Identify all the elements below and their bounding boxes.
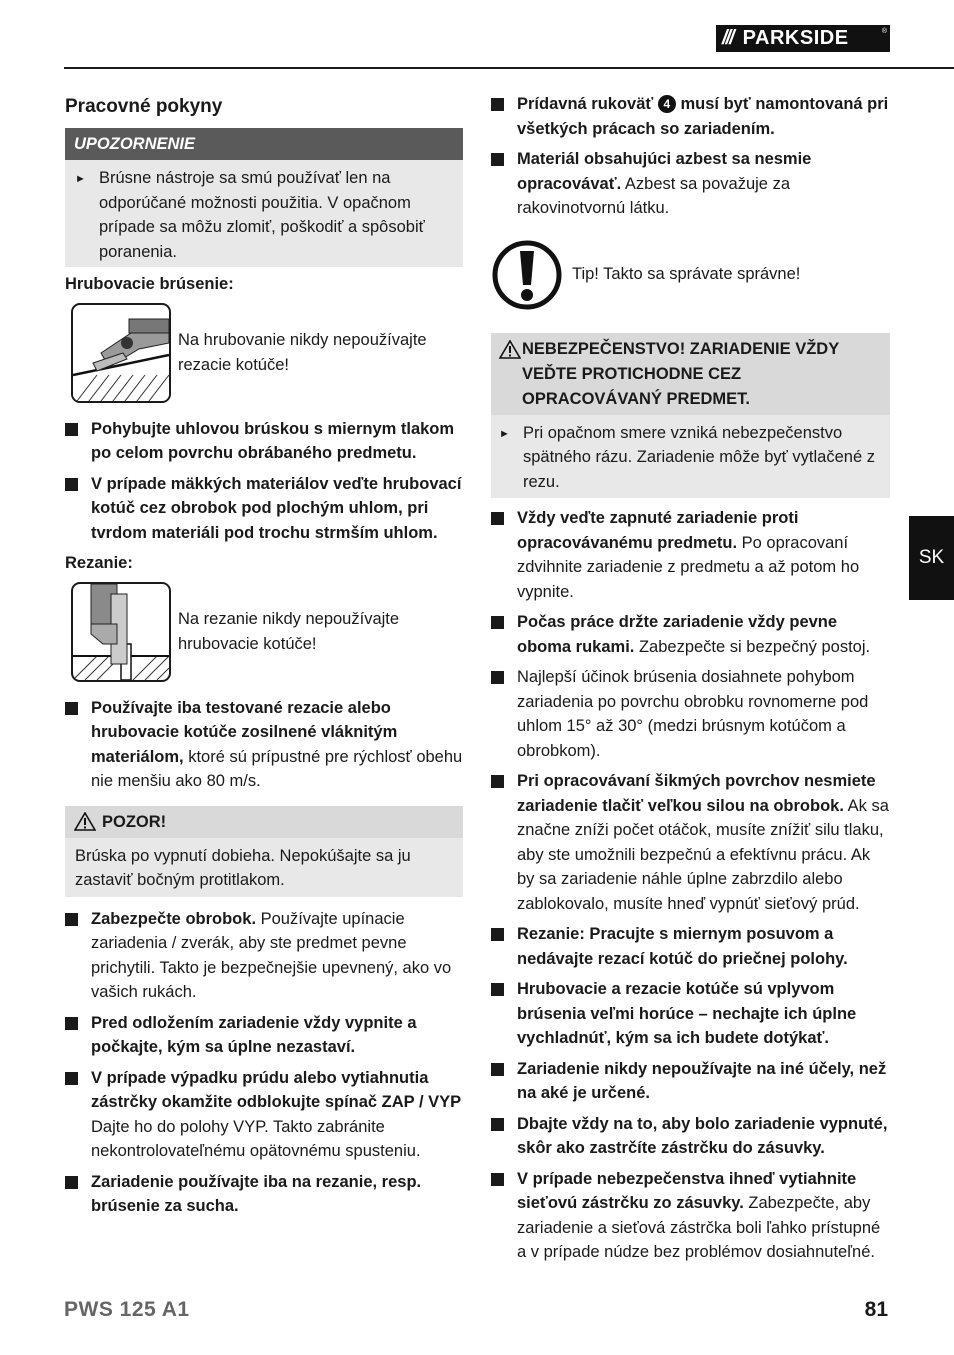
bullet-bold-text: Pri opracovávaní šikmých povrchov nesmiete zariadenie tlačiť veľkou silou na obrobok.: [517, 772, 876, 815]
square-bullet-icon: [491, 983, 504, 996]
bullet-bold-text: Používajte iba testované rezacie alebo hrubovacie kotúče zosilnené vláknitým materiálom,: [91, 698, 398, 766]
square-bullet-icon: [65, 913, 78, 926]
roughing-figure-row: [65, 303, 463, 403]
tip-text: Tip! Takto sa správate správne!: [572, 265, 801, 284]
square-bullet-icon: [491, 512, 504, 525]
list-item: [65, 1011, 463, 1060]
triangle-bullet-icon: ►: [75, 173, 86, 185]
list-item: [65, 417, 463, 466]
bullet-text: Dajte ho do polohy VYP. Takto zabránite nekontrolovateľnému opätovnému spusteniu.: [91, 1117, 421, 1160]
bullet-bold-text: Dbajte vždy na to, aby bolo zariadenie vypnuté, skôr ako zastrčíte zástrčku do zásuvky.: [517, 1114, 888, 1157]
tip-row: [491, 239, 890, 311]
bullet-bold-text: Zabezpečte obrobok.: [91, 909, 257, 928]
list-item: [491, 610, 890, 659]
list-item: [491, 769, 890, 916]
square-bullet-icon: [65, 478, 78, 491]
header-rule: [64, 67, 954, 69]
list-item: [65, 1066, 463, 1164]
exclamation-circle-icon: [491, 239, 563, 311]
bullet-bold-text: Prídavná rukoväť: [517, 95, 658, 113]
list-item: [65, 1170, 463, 1219]
bullet-bold-text: Zariadenie používajte iba na rezanie, resp. brúsenie za sucha.: [91, 1172, 422, 1215]
bullet-bold-text: V prípade mäkkých materiálov veďte hrubovací kotúč cez obrobok pod plochým uhlom, pri tvrdom materiáli pod trochu strmším uhlom.: [91, 474, 462, 542]
square-bullet-icon: [491, 153, 504, 166]
list-item: [491, 922, 890, 971]
bullet-bold-text: Pohybujte uhlovou brúskou s miernym tlakom po celom povrchu obrábaného predmetu.: [91, 419, 455, 462]
cutting-figure-caption: Na rezanie nikdy nepoužívajte hrubovacie kotúče!: [178, 610, 400, 653]
logo-slashes: ///: [722, 27, 733, 49]
language-tab-sk: SK: [909, 516, 954, 600]
cutting-grinder-illustration: [71, 582, 171, 682]
square-bullet-icon: [491, 616, 504, 629]
bullet-bold-text: Rezanie: Pracujte s miernym posuvom a nedávajte rezací kotúč do priečnej polohy.: [517, 925, 848, 968]
square-bullet-icon: [491, 775, 504, 788]
bullet-text: Používajte upínacie zariadenia / zverák, aby ste predmet pevne prichytili. Takto je bezpečnejšie upevnený, ako vo vašich rukách.: [91, 909, 452, 1001]
warning-box: [65, 160, 463, 267]
list-item: [491, 665, 890, 763]
square-bullet-icon: [65, 1176, 78, 1189]
bullet-bold-text: Počas práce držte zariadenie vždy pevne oboma rukami.: [517, 613, 838, 656]
warning-triangle-icon: [499, 340, 521, 359]
danger-text: Pri opačnom smere vzniká nebezpečenstvo spätného rázu. Zariadenie môže byť vytlačené z rezu.: [523, 423, 875, 491]
bullet-text: Zabezpečte, aby zariadenie a sieťová zástrčka boli ľahko prístupné a v prípade núdze bez problémov dosiahnuteľné.: [517, 1194, 881, 1261]
roughing-grinder-illustration: [71, 303, 171, 403]
caution-title: POZOR!: [102, 812, 167, 831]
footer-model: PWS 125 A1: [64, 1298, 190, 1321]
list-item: [65, 907, 463, 1005]
bullet-bold-text: V prípade nebezpečenstva ihneď vytiahnite sieťovú zástrčku zo zásuvky.: [517, 1169, 857, 1212]
caution-header: [65, 806, 463, 838]
danger-title: NEBEZPEČENSTVO! ZARIADENIE VŽDY VEĎTE PROTICHODNE CEZ OPRACOVÁVANÝ PREDMET.: [522, 339, 839, 408]
square-bullet-icon: [65, 1017, 78, 1030]
bullet-text: Po opracovaní zdvihnite zariadenie z predmetu a až potom ho vypnite.: [517, 533, 860, 601]
right-column: [491, 92, 890, 1271]
bullet-text: Azbest sa považuje za rakovinotvornú látku.: [517, 174, 790, 217]
cutting-figure-row: [65, 582, 463, 682]
list-item: [65, 696, 463, 794]
square-bullet-icon: [491, 671, 504, 684]
list-item: [65, 472, 463, 546]
bullet-text: Ak sa značne zníži počet otáčok, musíte znížiť silu tlaku, aby ste umožnili bezpečnú a efektívnu prácu. Ak by sa zariadenie náhle úplne zabrzdilo alebo zablokovalo, musíte hneď vypnúť sieťový prúd.: [517, 796, 889, 913]
logo-registered-mark: ®: [881, 28, 887, 35]
square-bullet-icon: [491, 1173, 504, 1186]
warning-title: UPOZORNENIE: [65, 128, 463, 160]
list-item: [491, 977, 890, 1051]
warning-triangle-icon: [74, 812, 96, 831]
bullet-bold-text: Hrubovacie a rezacie kotúče sú vplyvom brúsenia veľmi horúce – nechajte ich úplne vychladnúť, kým sa ich budete dotýkať.: [517, 980, 857, 1047]
list-item: [491, 1112, 890, 1161]
list-item: [491, 147, 890, 221]
section-heading: Pracovné pokyny: [65, 96, 223, 117]
bullet-text: Najlepší účinok brúsenia dosiahnete pohybom zariadenia po povrchu obrobku rovnomerne pod uhlom 15° až 30° (medzi brúsnym kotúčom a obrobkom).: [517, 668, 869, 760]
bullet-bold-text: V prípade výpadku prúdu alebo vytiahnutia zástrčky okamžite odblokujte spínač ZAP / VYP: [91, 1068, 462, 1111]
square-bullet-icon: [65, 423, 78, 436]
bullet-bold-text: musí byť namontovaná pri všetkých prácach so zariadením.: [517, 95, 889, 138]
bullet-text: Zabezpečte si bezpečný postoj.: [634, 637, 871, 656]
parkside-logo: [716, 25, 890, 52]
square-bullet-icon: [65, 1072, 78, 1085]
bullet-bold-text: Zariadenie nikdy nepoužívajte na iné účely, než na aké je určené.: [517, 1059, 887, 1102]
page-number: 81: [864, 1298, 888, 1321]
bullet-bold-text: Pred odložením zariadenie vždy vypnite a počkajte, kým sa úplne nezastaví.: [91, 1013, 417, 1056]
square-bullet-icon: [491, 1063, 504, 1076]
danger-header: [491, 333, 890, 415]
triangle-bullet-icon: ►: [499, 427, 510, 440]
roughing-figure-caption: Na hrubovanie nikdy nepoužívajte rezacie kotúče!: [178, 331, 427, 374]
square-bullet-icon: [65, 702, 78, 715]
cutting-heading: Rezanie:: [65, 554, 133, 572]
left-column: [65, 92, 463, 1225]
list-item: [491, 92, 890, 141]
list-item: [491, 1167, 890, 1265]
list-item: [491, 1057, 890, 1106]
caution-text: Brúska po vypnutí dobieha. Nepokúšajte sa ju zastaviť bočným protitlakom.: [65, 838, 463, 897]
bullet-text: ktoré sú prípustné pre rýchlosť obehu nie menšiu ako 80 m/s.: [91, 747, 463, 790]
bullet-bold-text: Vždy veďte zapnuté zariadenie proti opracovávanému predmetu.: [517, 509, 799, 552]
square-bullet-icon: [491, 928, 504, 941]
number-badge-icon: 4: [658, 95, 676, 113]
danger-box: [491, 415, 890, 499]
bullet-bold-text: Materiál obsahujúci azbest sa nesmie opracovávať.: [517, 150, 812, 193]
roughing-heading: Hrubovacie brúsenie:: [65, 275, 234, 293]
square-bullet-icon: [491, 98, 504, 111]
warning-text: Brúsne nástroje sa smú používať len na odporúčané možnosti použitia. V opačnom prípade sa môžu zlomiť, poškodiť a spôsobiť poranenia.: [99, 169, 425, 261]
list-item: [491, 506, 890, 604]
square-bullet-icon: [491, 1118, 504, 1131]
logo-text: PARKSIDE: [742, 27, 849, 49]
